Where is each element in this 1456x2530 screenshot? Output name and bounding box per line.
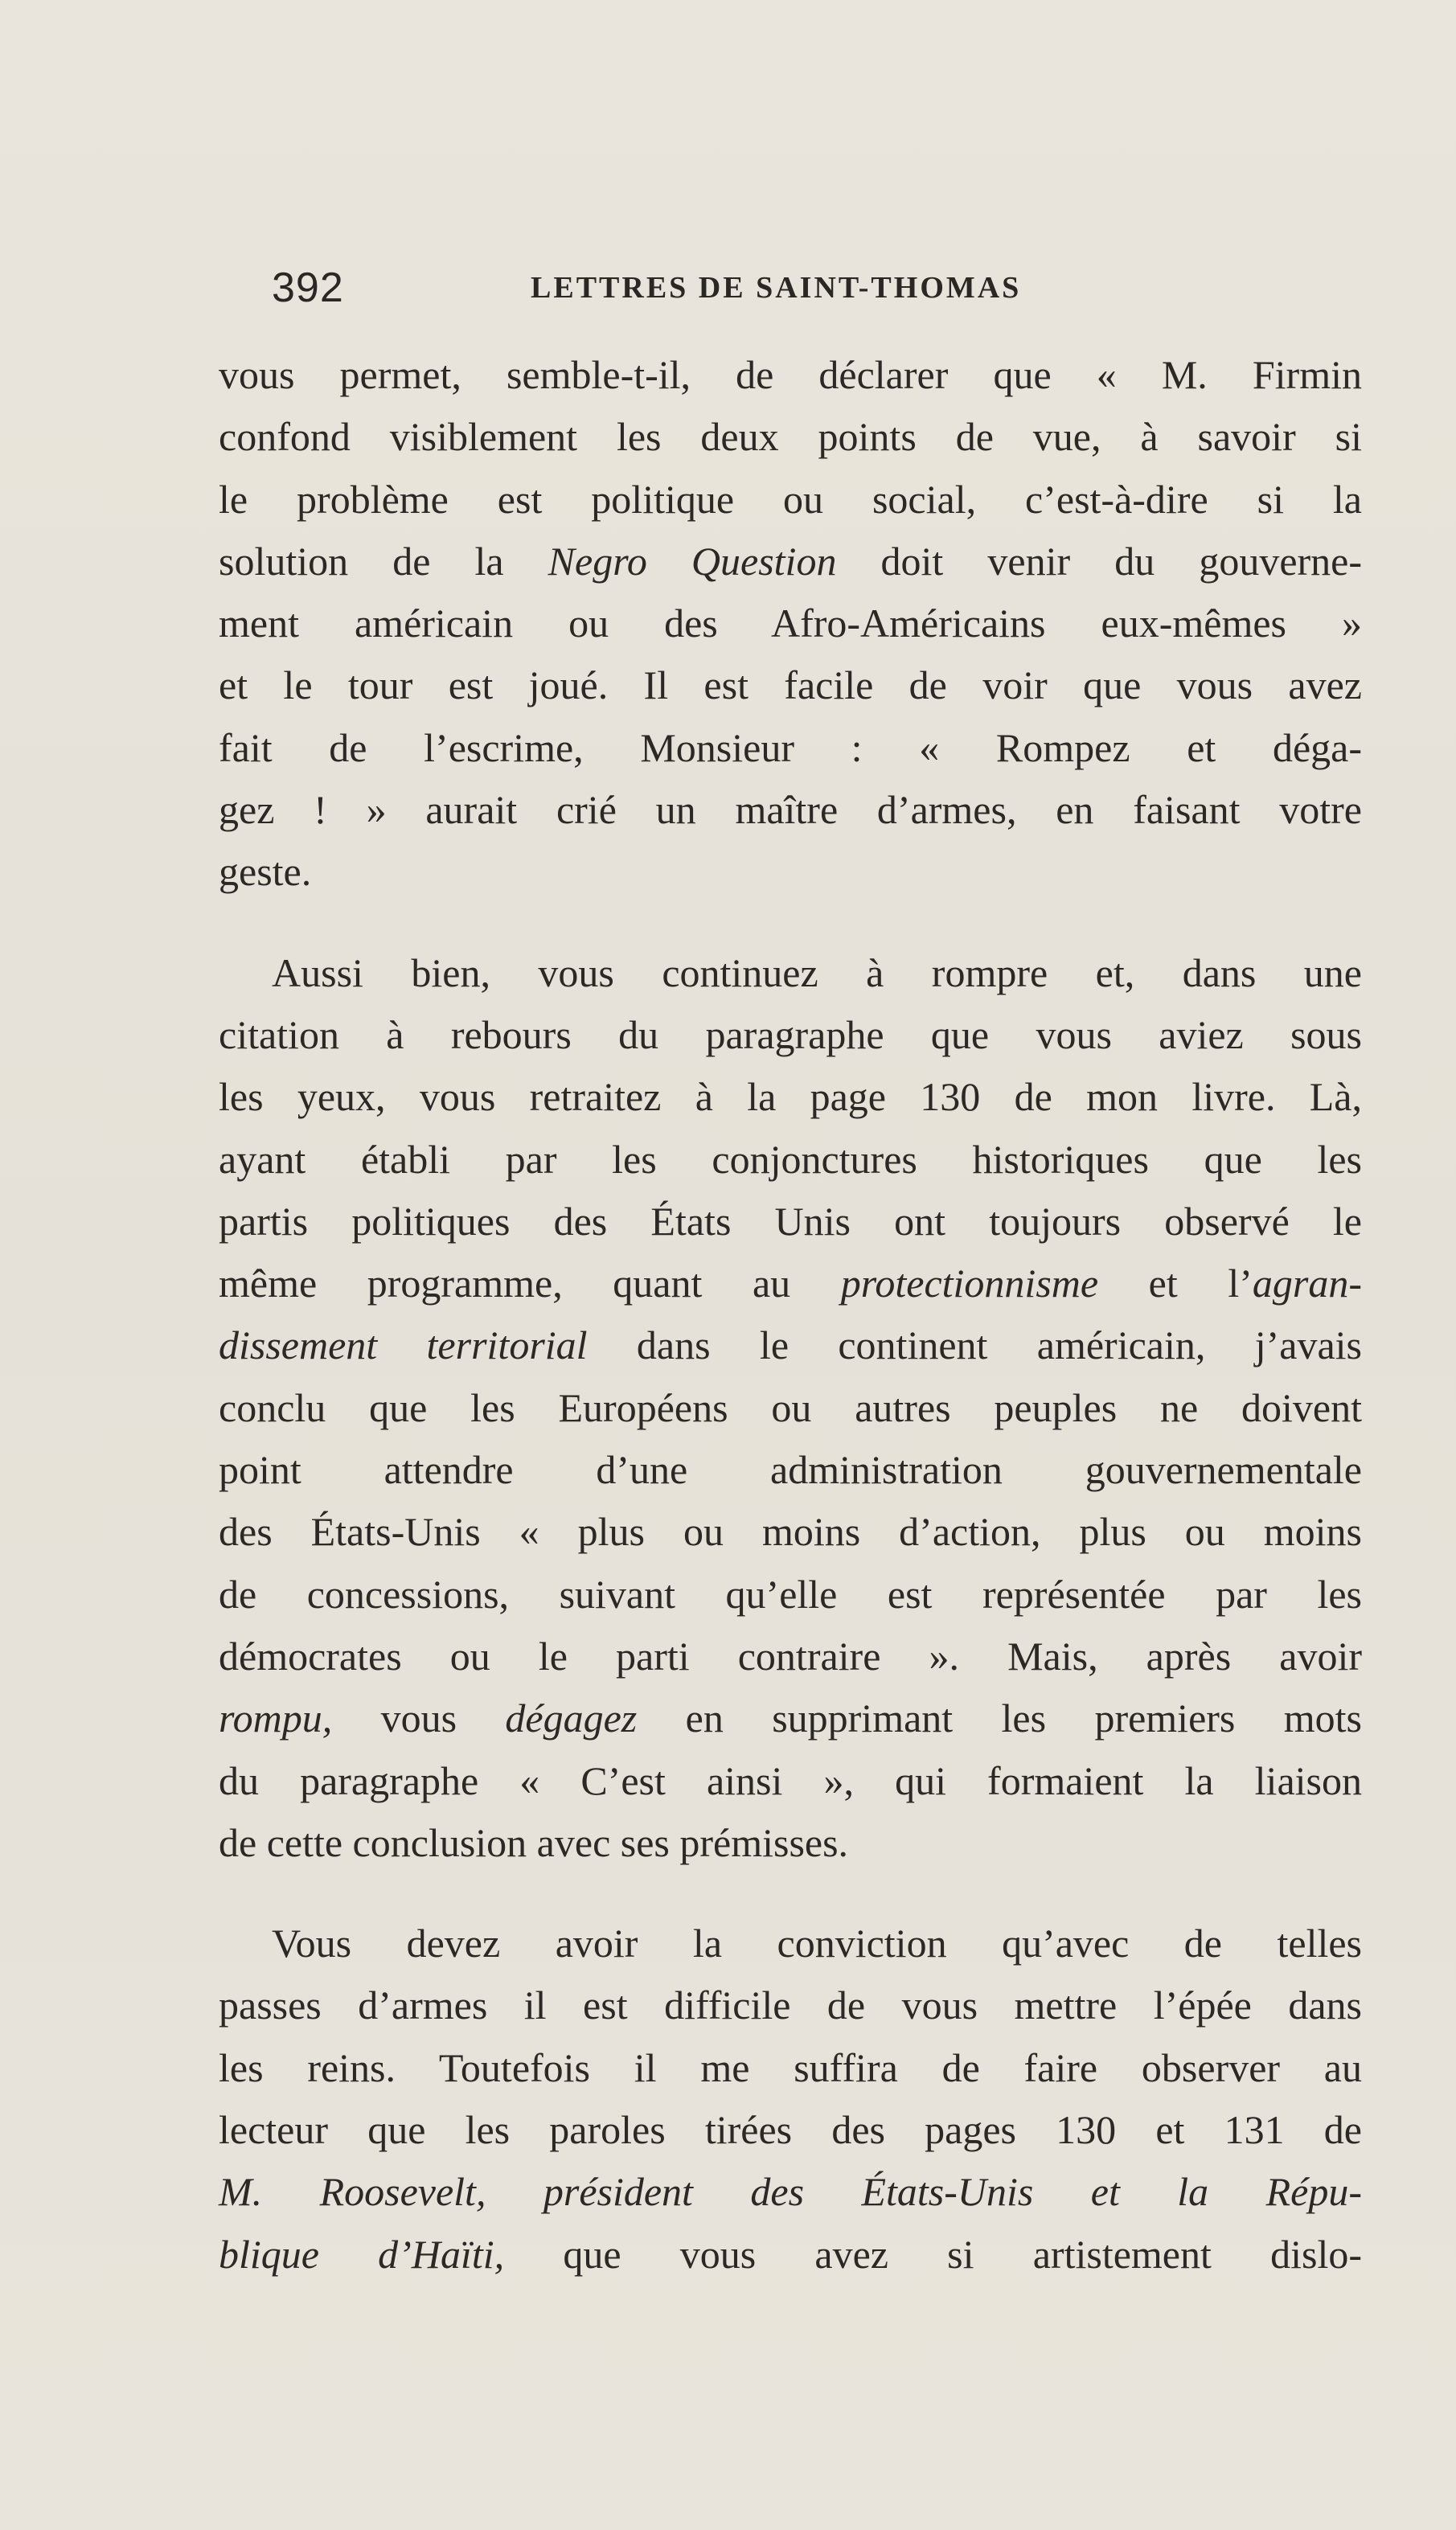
text-run: vous <box>332 1696 506 1741</box>
paragraph <box>219 942 1362 1874</box>
page-number: 392 <box>272 264 344 311</box>
text-run: vous permet, semble-t-il, de déclarer que « M. Firmin <box>219 352 1362 397</box>
text-line <box>219 531 1362 593</box>
text-run: des États-Unis « plus ou moins d’action, plus ou moins <box>219 1509 1362 1555</box>
body-text <box>219 344 1362 2286</box>
text-run: conclu que les Européens ou autres peuples ne doivent <box>219 1384 1362 1430</box>
italic-text: dissement territorial <box>219 1322 588 1368</box>
text-run: du paragraphe « C’est ainsi », qui formaient la liaison <box>219 1757 1362 1803</box>
text-line <box>219 1191 1362 1253</box>
text-line <box>219 1253 1362 1314</box>
text-line <box>219 1812 1362 1874</box>
text-run: les reins. Toutefois il me suffira de faire observer au <box>219 2044 1362 2090</box>
text-run: citation à rebours du paragraphe que vous aviez sous <box>219 1011 1362 1057</box>
text-line <box>219 2037 1362 2099</box>
text-line <box>219 2161 1362 2223</box>
text-run: doit venir du gouverne- <box>836 538 1362 584</box>
italic-text: rompu, <box>219 1696 333 1741</box>
text-line <box>219 2224 1362 2286</box>
italic-text: Negro Question <box>548 538 837 584</box>
text-run: de concessions, suivant qu’elle est représentée par les <box>219 1571 1362 1617</box>
text-line <box>219 1129 1362 1191</box>
text-run: dans le continent américain, j’avais <box>587 1322 1363 1368</box>
text-line <box>219 406 1362 468</box>
text-run: confond visiblement les deux points de vue, à savoir si <box>219 414 1362 460</box>
text-run: démocrates ou le parti contraire ». Mais, après avoir <box>219 1633 1362 1679</box>
text-line <box>219 1439 1362 1501</box>
text-line <box>219 1687 1362 1749</box>
text-run: et l’ <box>1098 1261 1253 1306</box>
text-run: point attendre d’une administration gouvernementale <box>219 1447 1362 1493</box>
text-run: que vous avez si artistement dislo- <box>504 2231 1362 2277</box>
text-run: solution de la <box>219 538 548 584</box>
text-line <box>219 1501 1362 1563</box>
text-line <box>219 841 1362 903</box>
text-line <box>219 717 1362 779</box>
text-line <box>219 1974 1362 2036</box>
italic-text: protectionnisme <box>840 1261 1099 1306</box>
text-line <box>219 469 1362 531</box>
text-line <box>219 1314 1362 1376</box>
text-run: les yeux, vous retraitez à la page 130 de mon livre. Là, <box>219 1074 1362 1120</box>
text-run: ment américain ou des Afro-Américains eux-mêmes » <box>219 601 1362 646</box>
paragraph <box>219 1913 1362 2286</box>
text-run: fait de l’escrime, Monsieur : « Rompez et déga- <box>219 724 1362 770</box>
text-run: partis politiques des États Unis ont toujours observé le <box>219 1198 1362 1244</box>
text-run: Aussi bien, vous continuez à rompre et, dans une <box>272 949 1362 995</box>
italic-text: M. Roosevelt, président des États-Unis et la Répu- <box>219 2169 1362 2215</box>
italic-text: agran- <box>1252 1261 1362 1306</box>
text-line <box>219 2099 1362 2161</box>
italic-text: blique d’Haïti, <box>219 2231 505 2277</box>
text-run: et le tour est joué. Il est facile de voir que vous avez <box>219 662 1362 708</box>
text-line <box>219 1913 1362 1974</box>
text-line <box>219 779 1362 841</box>
text-line <box>219 344 1362 406</box>
text-run: geste. <box>219 849 312 895</box>
text-run: le problème est politique ou social, c’est-à-dire si la <box>219 476 1362 522</box>
book-title: LETTRES DE SAINT-THOMAS <box>531 271 1022 305</box>
text-run: de cette conclusion avec ses prémisses. <box>219 1819 849 1865</box>
text-line <box>219 1377 1362 1439</box>
text-run: gez ! » aurait crié un maître d’armes, en faisant votre <box>219 787 1362 833</box>
text-line <box>219 1750 1362 1812</box>
italic-text: dégagez <box>505 1696 638 1741</box>
text-run: Vous devez avoir la conviction qu’avec de telles <box>272 1921 1362 1966</box>
text-run: lecteur que les paroles tirées des pages 130 et 131 de <box>219 2107 1362 2153</box>
text-run: passes d’armes il est difficile de vous mettre l’épée dans <box>219 1983 1362 2028</box>
text-line <box>219 593 1362 654</box>
text-line <box>219 1626 1362 1687</box>
text-run: même programme, quant au <box>219 1261 841 1306</box>
text-line <box>219 654 1362 716</box>
text-run: en supprimant les premiers mots <box>637 1696 1362 1741</box>
running-head <box>272 256 1364 320</box>
text-run: ayant établi par les conjonctures historiques que les <box>219 1136 1362 1182</box>
text-line <box>219 942 1362 1004</box>
text-line <box>219 1004 1362 1066</box>
paragraph <box>219 344 1362 904</box>
text-line <box>219 1066 1362 1128</box>
text-line <box>219 1564 1362 1626</box>
